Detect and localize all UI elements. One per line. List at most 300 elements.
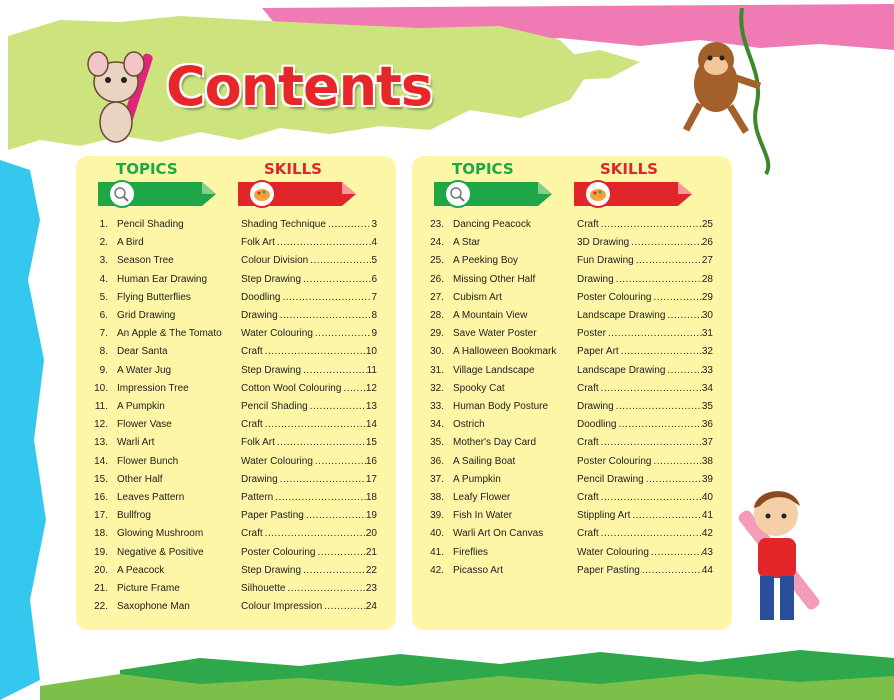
contents-entry [412, 562, 732, 580]
leader-dots [326, 216, 372, 234]
page-number: 36 [701, 419, 713, 431]
leader-dots [315, 544, 365, 562]
entry-number: 27. [430, 291, 444, 303]
skill-name: Doodling [241, 291, 281, 303]
entry-topic: A Water Jug [117, 364, 172, 376]
entry-skill [577, 507, 713, 525]
page-number: 24 [365, 601, 377, 613]
skill-name: Silhouette [241, 583, 286, 594]
entry-topic: Negative & Positive [117, 546, 204, 558]
entry-topic: Other Half [117, 473, 163, 485]
boy-with-pencil [734, 480, 834, 630]
entry-number: 15. [94, 473, 108, 485]
skill-name: Stippling Art [577, 510, 631, 522]
paint-palette-icon [574, 178, 692, 210]
skill-name: Drawing [577, 401, 614, 412]
leader-dots [599, 434, 702, 452]
skill-name: Water Colouring [241, 328, 313, 340]
mouse-with-pencil [78, 42, 168, 150]
leader-dots [301, 271, 371, 289]
leader-dots [614, 271, 702, 289]
leader-dots [275, 434, 366, 452]
entry-number: 31. [430, 364, 444, 376]
leader-dots [599, 489, 702, 507]
entry-topic: A Peeking Boy [453, 255, 519, 267]
skill-name: Paper Art [577, 346, 619, 358]
entry-number: 19. [94, 546, 108, 558]
contents-entry [76, 307, 396, 325]
page-number: 17 [365, 473, 377, 485]
leader-dots [649, 544, 702, 562]
page-number: 25 [701, 219, 713, 230]
page-number: 38 [701, 455, 713, 467]
skill-name: Pencil Drawing [577, 473, 644, 485]
magnifier-paper-icon [98, 178, 216, 210]
contents-entry [412, 507, 732, 525]
entry-number: 34. [430, 419, 444, 431]
page-number: 28 [701, 273, 713, 285]
entry-number: 10. [94, 382, 108, 394]
entry-topic: Human Body Posture [453, 401, 549, 412]
entry-skill [241, 252, 377, 270]
skill-name: Craft [241, 528, 263, 540]
entry-topic: Fireflies [453, 546, 489, 558]
contents-entry [412, 325, 732, 343]
entry-skill [241, 307, 377, 325]
entry-skill [241, 507, 377, 525]
skill-name: Colour Impression [241, 601, 323, 613]
skill-name: Drawing [241, 473, 278, 485]
entry-number: 35. [430, 437, 444, 449]
page-number: 10 [365, 346, 377, 358]
entry-skill [577, 325, 713, 343]
leader-dots [606, 325, 702, 343]
contents-entry [76, 416, 396, 434]
contents-entry [412, 234, 732, 252]
entry-skill [241, 434, 377, 452]
entry-skill [577, 343, 713, 361]
entry-number: 26. [430, 273, 444, 285]
leader-dots [644, 471, 702, 489]
entry-skill [241, 580, 377, 598]
entry-topic: A Peacock [117, 564, 165, 576]
skills-header: SKILLS [264, 160, 322, 178]
entry-skill [241, 471, 377, 489]
entry-number: 7. [99, 328, 108, 340]
skill-name: Landscape Drawing [577, 364, 666, 376]
contents-entry [76, 544, 396, 562]
entry-topic: Flower Vase [117, 419, 172, 431]
skill-name: Drawing [241, 310, 278, 321]
entry-skill [577, 398, 713, 416]
entry-skill [577, 234, 713, 252]
leader-dots [263, 525, 366, 543]
entry-skill [577, 471, 713, 489]
topics-header: TOPICS [452, 160, 514, 178]
page-number: 26 [701, 237, 713, 249]
entry-skill [577, 416, 713, 434]
skill-name: Poster [577, 328, 606, 340]
entry-topic: Warli Art [117, 437, 155, 449]
page-number: 30 [701, 310, 713, 321]
topics-header: TOPICS [116, 160, 178, 178]
contents-entry [412, 416, 732, 434]
leader-dots [634, 252, 702, 270]
skill-name: Craft [577, 492, 599, 503]
page-number: 5 [371, 255, 377, 267]
entry-number: 39. [430, 510, 444, 522]
contents-entry [412, 544, 732, 562]
leader-dots [599, 525, 702, 543]
leader-dots [308, 252, 371, 270]
entry-number: 38. [430, 492, 444, 503]
entry-topic: Glowing Mushroom [117, 528, 204, 540]
skill-name: Pencil Shading [241, 401, 308, 412]
entry-skill [577, 362, 713, 380]
entry-skill [577, 544, 713, 562]
entry-topic: Spooky Cat [453, 382, 505, 394]
magnifier-paper-icon [434, 178, 552, 210]
page-number: 33 [701, 364, 713, 376]
entry-topic: Flying Butterflies [117, 291, 191, 303]
skill-name: Craft [577, 437, 599, 449]
page-number: 21 [365, 546, 377, 558]
contents-entry [76, 598, 396, 616]
leader-dots [630, 507, 702, 525]
entry-skill [241, 234, 377, 252]
entry-topic: Cubism Art [453, 291, 502, 303]
skill-name: Paper Pasting [241, 510, 304, 522]
contents-entry [76, 562, 396, 580]
page-number: 41 [701, 510, 713, 522]
entry-skill [241, 598, 377, 616]
page-title: Contents [166, 55, 433, 118]
entry-topic: Save Water Poster [453, 328, 537, 340]
entry-topic: A Bird [117, 237, 144, 249]
contents-entry [412, 307, 732, 325]
entry-skill [577, 252, 713, 270]
entry-topic: Grid Drawing [117, 310, 176, 321]
leader-dots [322, 598, 366, 616]
skills-header: SKILLS [600, 160, 658, 178]
leader-dots [263, 343, 366, 361]
entry-skill [577, 434, 713, 452]
page-number: 44 [701, 564, 713, 576]
contents-entry [76, 471, 396, 489]
entry-skill [577, 216, 713, 234]
page-number: 43 [701, 546, 713, 558]
contents-entry [76, 489, 396, 507]
leader-dots [313, 325, 372, 343]
entry-topic: Missing Other Half [453, 273, 536, 285]
page-number: 35 [701, 401, 713, 412]
contents-entry [412, 343, 732, 361]
leader-dots [665, 307, 701, 325]
entry-number: 18. [94, 528, 108, 540]
contents-entry [76, 453, 396, 471]
entry-topic: Pencil Shading [117, 219, 184, 230]
leader-dots [619, 343, 702, 361]
entry-topic: Bullfrog [117, 510, 151, 522]
leader-dots [301, 362, 367, 380]
contents-entry [76, 289, 396, 307]
contents-entry [76, 343, 396, 361]
entry-number: 17. [94, 510, 108, 522]
entry-skill [577, 453, 713, 471]
contents-entry [76, 216, 396, 234]
page-number: 18 [365, 492, 377, 503]
entry-topic: Mother's Day Card [453, 437, 537, 449]
page-number: 13 [365, 401, 377, 412]
entry-number: 30. [430, 346, 444, 358]
entry-skill [241, 380, 377, 398]
entry-skill [577, 271, 713, 289]
leader-dots [285, 580, 365, 598]
leader-dots [616, 416, 701, 434]
skill-name: Fun Drawing [577, 255, 634, 267]
entry-number: 2. [99, 237, 108, 249]
entry-skill [577, 380, 713, 398]
entry-number: 40. [430, 528, 444, 540]
entry-skill [241, 489, 377, 507]
entry-topic: Impression Tree [117, 382, 189, 394]
entry-skill [241, 525, 377, 543]
entry-number: 37. [430, 473, 444, 485]
contents-entry [412, 525, 732, 543]
page-number: 15 [365, 437, 377, 449]
leader-dots [301, 562, 366, 580]
entry-topic: Picture Frame [117, 583, 180, 594]
entry-number: 16. [94, 492, 108, 503]
page-number: 22 [365, 564, 377, 576]
contents-panel-left [76, 156, 396, 630]
entry-topic: Dear Santa [117, 346, 168, 358]
entry-topic: A Star [453, 237, 481, 249]
contents-entry [76, 252, 396, 270]
entry-number: 32. [430, 382, 444, 394]
entry-skill [241, 416, 377, 434]
page-number: 12 [365, 382, 377, 394]
page-number: 23 [365, 583, 377, 594]
entry-skill [241, 362, 377, 380]
page-number: 9 [371, 328, 377, 340]
skill-name: Craft [577, 382, 599, 394]
contents-entry [412, 252, 732, 270]
page-number: 39 [701, 473, 713, 485]
skill-name: 3D Drawing [577, 237, 630, 249]
entry-number: 12. [94, 419, 108, 431]
skill-name: Shading Technique [241, 219, 326, 230]
contents-entry [412, 289, 732, 307]
skill-name: Step Drawing [241, 564, 302, 576]
entry-topic: Flower Bunch [117, 455, 179, 467]
skill-name: Craft [577, 219, 599, 230]
paint-palette-icon [238, 178, 356, 210]
dark-green-brush-stroke [0, 640, 894, 700]
skill-name: Poster Colouring [577, 291, 652, 303]
entry-topic: Season Tree [117, 255, 174, 267]
page-number: 27 [701, 255, 713, 267]
contents-entry [76, 398, 396, 416]
entry-topic: Warli Art On Canvas [453, 528, 544, 540]
page-number: 3 [371, 219, 377, 230]
monkey-on-vine [676, 8, 796, 178]
contents-entry [76, 362, 396, 380]
page-number: 40 [701, 492, 713, 503]
entry-skill [577, 289, 713, 307]
page-number: 11 [366, 364, 377, 376]
leader-dots [651, 289, 701, 307]
page-number: 20 [365, 528, 377, 540]
contents-entry [76, 580, 396, 598]
entry-number: 4. [99, 273, 108, 285]
leader-dots [304, 507, 366, 525]
skill-name: Landscape Drawing [577, 310, 666, 321]
contents-entry [412, 216, 732, 234]
page-number: 7 [371, 291, 377, 303]
entry-topic: A Mountain View [453, 310, 528, 321]
skill-name: Drawing [577, 273, 614, 285]
contents-entry [76, 325, 396, 343]
entry-skill [241, 271, 377, 289]
entry-number: 28. [430, 310, 444, 321]
entry-skill [577, 525, 713, 543]
leader-dots [275, 234, 372, 252]
contents-entry [412, 434, 732, 452]
entry-topic: Saxophone Man [117, 601, 190, 613]
entry-topic: Fish In Water [453, 510, 513, 522]
entry-skill [241, 343, 377, 361]
page-number: 37 [701, 437, 713, 449]
entry-skill [241, 216, 377, 234]
entry-number: 1. [99, 219, 108, 230]
leader-dots [640, 562, 702, 580]
entry-number: 22. [94, 601, 108, 613]
contents-entry [76, 434, 396, 452]
contents-entry [412, 271, 732, 289]
leader-dots [665, 362, 701, 380]
skill-name: Water Colouring [241, 455, 313, 467]
entry-topic: Ostrich [453, 419, 485, 431]
skill-name: Doodling [577, 419, 617, 431]
skill-name: Pattern [241, 492, 274, 503]
entry-topic: A Pumpkin [117, 401, 165, 412]
leader-dots [614, 398, 702, 416]
entry-number: 8. [99, 346, 108, 358]
contents-entry [76, 525, 396, 543]
leader-dots [629, 234, 702, 252]
entry-skill [241, 562, 377, 580]
contents-entry [76, 271, 396, 289]
skill-name: Folk Art [241, 437, 275, 449]
leader-dots [280, 289, 371, 307]
entry-number: 11. [94, 401, 108, 412]
skill-name: Craft [241, 419, 263, 431]
entry-number: 36. [430, 455, 444, 467]
page-number: 32 [701, 346, 713, 358]
entry-number: 23. [430, 219, 444, 230]
page-number: 29 [701, 291, 713, 303]
entry-number: 3. [99, 255, 108, 267]
skill-name: Craft [577, 528, 599, 540]
contents-entry [412, 489, 732, 507]
contents-entry [412, 380, 732, 398]
entry-number: 41. [430, 546, 444, 558]
contents-entry [76, 507, 396, 525]
page-number: 34 [701, 382, 713, 394]
skill-name: Paper Pasting [577, 564, 640, 576]
leader-dots [273, 489, 366, 507]
leader-dots [278, 471, 366, 489]
page-number: 31 [701, 328, 713, 340]
entry-number: 5. [99, 291, 108, 303]
leader-dots [308, 398, 366, 416]
entry-topic: A Sailing Boat [453, 455, 516, 467]
contents-entry [76, 380, 396, 398]
entry-number: 14. [94, 455, 108, 467]
page-number: 16 [365, 455, 377, 467]
leader-dots [313, 453, 366, 471]
entry-skill [241, 289, 377, 307]
page-number: 42 [701, 528, 713, 540]
contents-entry [412, 471, 732, 489]
leader-dots [278, 307, 372, 325]
entry-topic: Village Landscape [453, 364, 535, 376]
contents-entry [412, 362, 732, 380]
leader-dots [599, 216, 702, 234]
leader-dots [263, 416, 366, 434]
skill-name: Craft [241, 346, 263, 358]
page-number: 19 [365, 510, 377, 522]
entry-number: 42. [430, 564, 444, 576]
entry-topic: Dancing Peacock [453, 219, 531, 230]
skill-name: Poster Colouring [577, 455, 652, 467]
blue-brush-stroke [0, 160, 80, 700]
entry-topic: Human Ear Drawing [117, 273, 208, 285]
contents-panel-right [412, 156, 732, 630]
entry-skill [577, 562, 713, 580]
entry-number: 24. [430, 237, 444, 249]
entry-skill [241, 398, 377, 416]
entry-skill [241, 453, 377, 471]
entry-number: 9. [99, 364, 108, 376]
entry-number: 21. [94, 583, 108, 594]
entry-topic: A Pumpkin [453, 473, 501, 485]
entry-skill [577, 489, 713, 507]
skill-name: Step Drawing [241, 364, 302, 376]
leader-dots [651, 453, 701, 471]
skill-name: Step Drawing [241, 273, 302, 285]
entry-number: 25. [430, 255, 444, 267]
skill-name: Water Colouring [577, 546, 649, 558]
leader-dots [599, 380, 702, 398]
entry-number: 20. [94, 564, 108, 576]
entry-number: 13. [94, 437, 108, 449]
entry-skill [577, 307, 713, 325]
page-number: 14 [365, 419, 377, 431]
entry-topic: Leaves Pattern [117, 492, 185, 503]
entry-skill [241, 544, 377, 562]
skill-name: Poster Colouring [241, 546, 316, 558]
skill-name: Folk Art [241, 237, 275, 249]
leader-dots [341, 380, 365, 398]
contents-entry [412, 398, 732, 416]
entry-topic: Leafy Flower [453, 492, 511, 503]
entry-topic: Picasso Art [453, 564, 504, 576]
skill-name: Cotton Wool Colouring [241, 382, 342, 394]
entry-topic: An Apple & The Tomato [117, 328, 222, 340]
page-number: 8 [371, 310, 377, 321]
